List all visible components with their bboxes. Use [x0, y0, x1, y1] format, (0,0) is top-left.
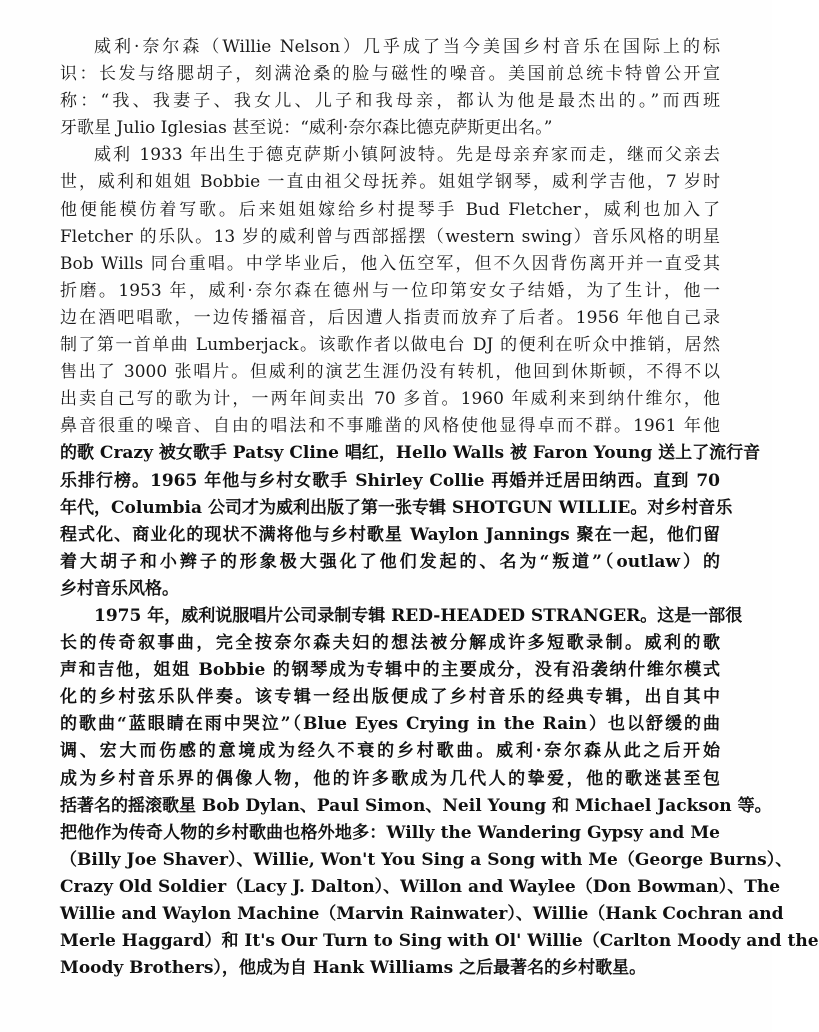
- text-line: 威利 1933 年出生于德克萨斯小镇阿波特。先是母亲弃家而走，继而父亲去: [94, 145, 720, 166]
- text-line: 乐排行榜。1965 年他与乡村女歌手 Shirley Collie 再婚并迁居田纳西。直到 70: [60, 470, 720, 491]
- text-line: 折磨。1953 年，威利·奈尔森在德州与一位印第安女子结婚，为了生计，他一: [60, 280, 720, 301]
- paragraph-2-continued: [60, 440, 761, 603]
- text-line: 长的传奇叙事曲，完全按奈尔森夫妇的想法被分解成许多短歌录制。威利的歌: [60, 633, 720, 654]
- paragraph-2: [60, 142, 720, 440]
- text-line: Crazy Old Soldier（Lacy J. Dalton）、Willon and Waylee（Don Bowman）、The: [60, 876, 781, 897]
- article-body: [60, 34, 819, 982]
- text-line: 边在酒吧唱歌，一边传播福音，后因遭人指责而放弃了后者。1956 年他自己录: [60, 307, 720, 328]
- text-line: 程式化、商业化的现状不满将他与乡村歌星 Waylon Jannings 聚在一起，他们留: [60, 524, 720, 545]
- text-line: 称：“我、我妻子、我女儿、儿子和我母亲，都认为他是最杰出的。”而西班: [60, 91, 720, 112]
- text-line: 化的乡村弦乐队伴奏。该专辑一经出版便成了乡村音乐的经典专辑，出自其中: [60, 687, 720, 708]
- text-line: 括著名的摇滚歌星 Bob Dylan、Paul Simon、Neil Young 和 Michael Jackson 等。: [60, 795, 772, 816]
- text-line: 成为乡村音乐界的偶像人物，他的许多歌成为几代人的挚爱，他的歌迷甚至包: [60, 768, 720, 789]
- text-line: 年代，Columbia 公司才为威利出版了第一张专辑 SHOTGUN WILLIE。对乡村音乐: [60, 497, 733, 518]
- text-line: 出卖自己写的歌为计，一两年间卖出 70 多首。1960 年威利来到纳什维尔，他: [60, 389, 720, 410]
- text-line: 调、宏大而伤感的意境成为经久不衰的乡村歌曲。威利·奈尔森从此之后开始: [60, 741, 720, 762]
- text-line: 的歌 Crazy 被女歌手 Patsy Cline 唱红，Hello Walls 被 Faron Young 送上了流行音: [60, 443, 761, 464]
- text-line: Willie and Waylon Machine（Marvin Rainwater）、Willie（Hank Cochran and: [60, 904, 784, 924]
- text-line: 制了第一首单曲 Lumberjack。该歌作者以做电台 DJ 的便利在听众中推销，居然: [60, 335, 720, 356]
- text-line: 识：长发与络腮胡子，刻满沧桑的脸与磁性的噪音。美国前总统卡特曾公开宣: [60, 64, 720, 85]
- text-line: 的歌曲“蓝眼睛在雨中哭泣”（Blue Eyes Crying in the Rain）也以舒缓的曲: [60, 714, 720, 735]
- text-line: 声和吉他，姐姐 Bobbie 的钢琴成为专辑中的主要成分，没有沿袭纳什维尔模式: [60, 660, 720, 681]
- text-line: Merle Haggard）和 It's Our Turn to Sing with Ol' Willie（Carlton Moody and the: [60, 931, 819, 952]
- text-line: 乡村音乐风格。: [60, 578, 179, 599]
- paragraph-3: [60, 603, 819, 982]
- text-line: 售出了 3000 张唱片。但威利的演艺生涯仍没有转机，他回到休斯顿，不得不以: [60, 362, 720, 383]
- text-line: 世，威利和姐姐 Bobbie 一直由祖父母抚养。姐姐学钢琴，威利学吉他，7 岁时: [60, 172, 720, 193]
- text-line: 鼻音很重的噪音、自由的唱法和不事雕凿的风格使他显得卓而不群。1961 年他: [60, 416, 720, 437]
- text-line: 威利·奈尔森（Willie Nelson）几乎成了当今美国乡村音乐在国际上的标: [94, 37, 720, 57]
- text-line: 1975 年，威利说服唱片公司录制专辑 RED-HEADED STRANGER。这是一部很: [94, 605, 743, 626]
- paragraph-1: [60, 34, 720, 142]
- text-line: 把他作为传奇人物的乡村歌曲也格外地多：Willy the Wandering Gypsy and Me: [60, 822, 720, 843]
- text-line: 他便能模仿着写歌。后来姐姐嫁给乡村提琴手 Bud Fletcher，威利也加入了: [60, 199, 720, 220]
- text-line: 着大胡子和小辫子的形象极大强化了他们发起的、名为“叛道”（outlaw）的: [60, 551, 720, 572]
- text-line: Fletcher 的乐队。13 岁的威利曾与西部摇摆（western swing）音乐风格的明星: [60, 226, 720, 247]
- text-line: 牙歌星 Julio Iglesias 甚至说：“威利·奈尔森比德克萨斯更出名。”: [60, 118, 553, 139]
- text-line: Bob Wills 同台重唱。中学毕业后，他入伍空军，但不久因背伤离开并一直受其: [60, 253, 720, 274]
- text-line: （Billy Joe Shaver）、Willie, Won't You Sing a Song with Me（George Burns）、: [60, 849, 793, 870]
- text-line: Moody Brothers），他成为自 Hank Williams 之后最著名的乡村歌星。: [60, 958, 647, 979]
